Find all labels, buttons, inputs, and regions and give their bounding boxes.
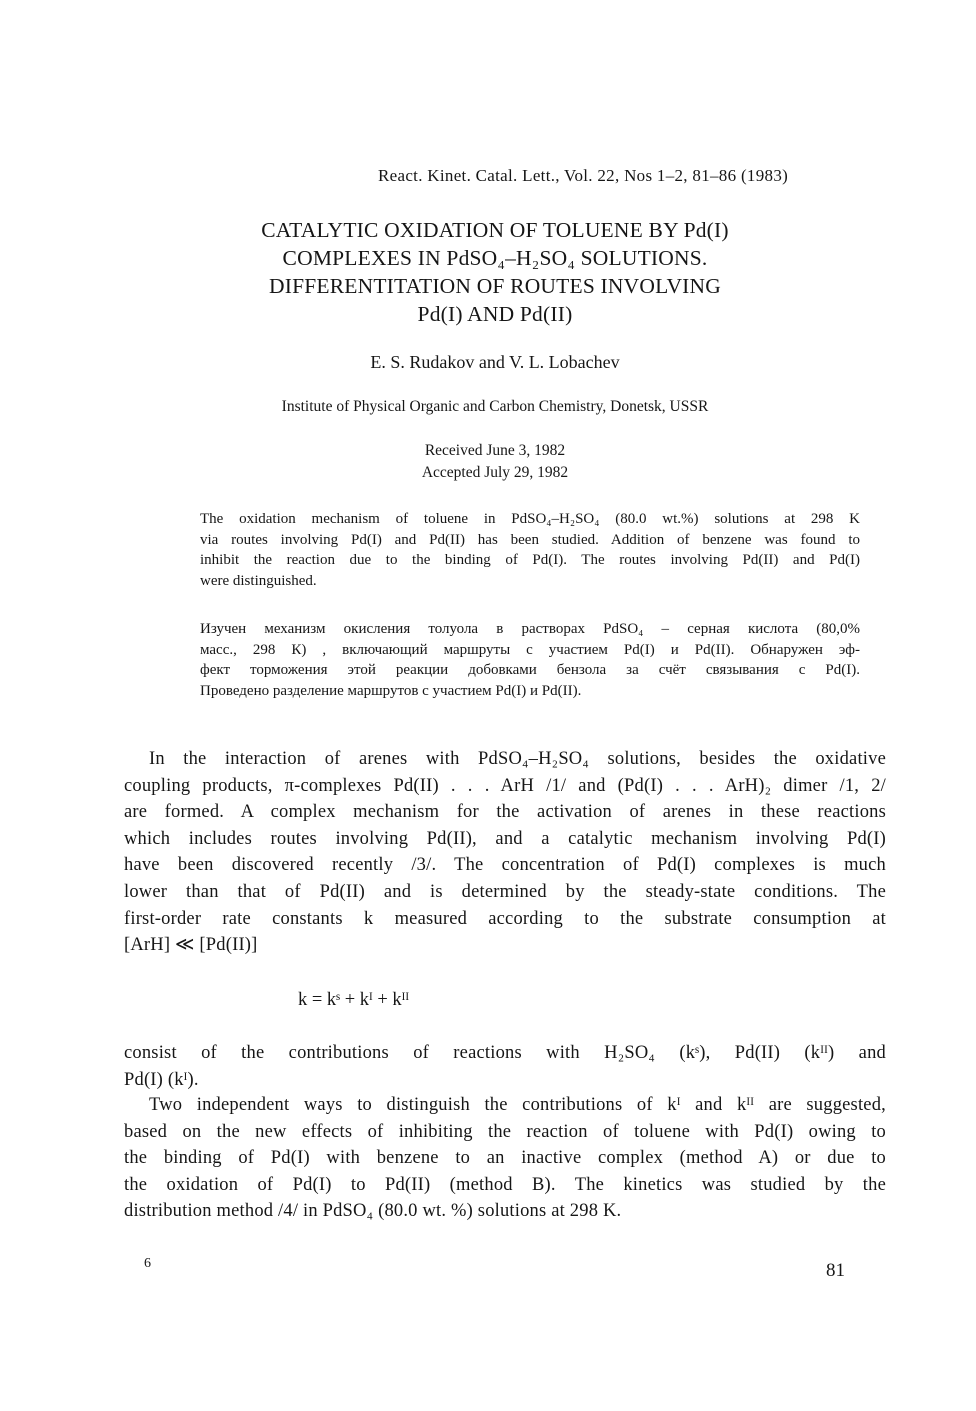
body-line: first-order rate constants k measured according to the substrate consumption at xyxy=(124,908,886,929)
title-line: COMPLEXES IN PdSO₄–H₂SO₄ SOLUTIONS. xyxy=(282,246,708,270)
title-line: CATALYTIC OXIDATION OF TOLUENE BY Pd(I) xyxy=(261,218,729,242)
affiliation: Institute of Physical Organic and Carbon Chemistry, Donetsk, USSR xyxy=(281,398,709,415)
body-line: Pd(I) (kᴵ). xyxy=(124,1069,199,1090)
received-date: Received June 3, 1982 xyxy=(424,442,566,459)
body-paragraph-3 xyxy=(124,1092,886,1225)
body-line: the oxidation of Pd(I) to Pd(II) (method B). The kinetics was studied by the xyxy=(124,1174,886,1195)
title-line: Pd(I) AND Pd(II) xyxy=(417,302,573,326)
abstract-english xyxy=(200,509,860,591)
dates xyxy=(0,440,976,484)
journal-citation: React. Kinet. Catal. Lett., Vol. 22, Nos 1–2, 81–86 (1983) xyxy=(378,166,789,185)
abstract-russian xyxy=(200,619,860,701)
body-line: consist of the contributions of reactions with H₂SO₄ (kˢ), Pd(II) (kᴵᴵ) and xyxy=(124,1043,886,1063)
authors: E. S. Rudakov and V. L. Lobachev xyxy=(370,352,620,372)
abstract-line: Изучен механизм окисления толуола в растворах PdSO₄ – серная кислота (80,0% xyxy=(200,621,860,637)
body-line: In the interaction of arenes with PdSO₄–H₂SO₄ solutions, besides the oxidative xyxy=(149,749,886,769)
abstract-line: via routes involving Pd(I) and Pd(II) has been studied. Addition of benzene was found to xyxy=(200,531,860,548)
rate-equation: k = kˢ + kᴵ + kᴵᴵ xyxy=(298,990,410,1010)
body-line: have been discovered recently /3/. The concentration of Pd(I) complexes is much xyxy=(124,855,886,876)
body-line: the binding of Pd(I) with benzene to an inactive complex (method A) or due to xyxy=(124,1148,886,1169)
body-line: are formed. A complex mechanism for the activation of arenes in these reactions xyxy=(124,802,886,823)
signature-mark: 6 xyxy=(144,1256,151,1271)
abstract-line: Проведено разделение маршрутов с участием Pd(I) и Pd(II). xyxy=(200,682,582,699)
body-line: [ArH] ≪ [Pd(II)] xyxy=(124,935,258,956)
paper-title xyxy=(190,216,800,328)
abstract-line: inhibit the reaction due to the binding of Pd(I). The routes involving Pd(II) and Pd(I) xyxy=(200,552,860,568)
body-paragraph-1 xyxy=(124,746,886,959)
body-line: based on the new effects of inhibiting the reaction of toluene with Pd(I) owing to xyxy=(124,1121,886,1142)
body-line: Two independent ways to distinguish the contributions of kᴵ and kᴵᴵ are suggested, xyxy=(149,1095,886,1115)
body-line: coupling products, π-complexes Pd(II) . . . ArH /1/ and (Pd(I) . . . ArH)₂ dimer /1, 2/ xyxy=(124,775,886,796)
body-line: distribution method /4/ in PdSO₄ (80.0 wt. %) solutions at 298 K. xyxy=(124,1201,622,1222)
abstract-line: The oxidation mechanism of toluene in PdSO₄–H₂SO₄ (80.0 wt.%) solutions at 298 K xyxy=(200,511,860,527)
body-paragraph-2 xyxy=(124,1040,886,1093)
body-line: which includes routes involving Pd(II), and a catalytic mechanism involving Pd(I) xyxy=(124,828,886,849)
page-number: 81 xyxy=(826,1260,845,1281)
accepted-date: Accepted July 29, 1982 xyxy=(421,464,569,481)
abstract-line: масс., 298 К) , включающий маршруты с участием Pd(I) и Pd(II). Обнаружен эф- xyxy=(200,641,860,658)
abstract-line: фект торможения этой реакции добовками бензола за счёт связывания с Pd(I). xyxy=(200,662,860,678)
title-line: DIFFERENTITATION OF ROUTES INVOLVING xyxy=(269,274,721,298)
abstract-line: were distinguished. xyxy=(200,572,317,589)
body-line: lower than that of Pd(II) and is determined by the steady-state conditions. The xyxy=(124,881,886,902)
